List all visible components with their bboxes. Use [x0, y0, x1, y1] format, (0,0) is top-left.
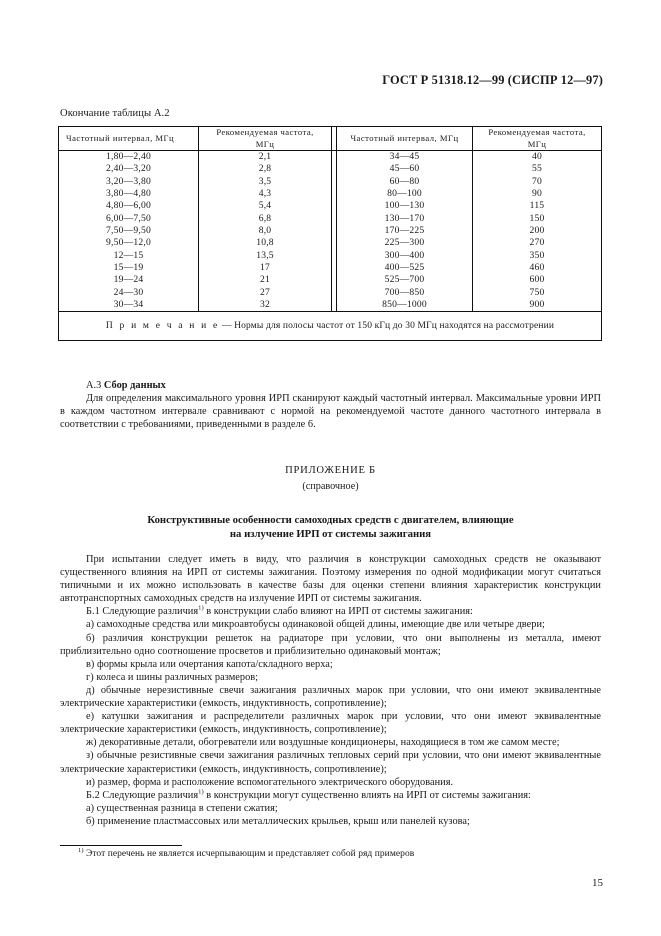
cell-left-intervals: [59, 151, 199, 312]
freq-interval-right-12: 850—1000: [382, 299, 427, 311]
footnote-separator-rule: [60, 845, 182, 846]
b1-intro: [60, 605, 601, 618]
page-number: 15: [592, 877, 603, 889]
recommended-freq-left-5: 6,8: [258, 212, 272, 224]
recommended-freq-left-10: 21: [260, 274, 270, 286]
column-header-recommended-freq-right: [473, 127, 602, 151]
b1-intro-post: в конструкции слабо влияют на ИРП от системы зажигания:: [203, 606, 473, 618]
column-header-freq-interval-left: Частотный интервал, МГц: [59, 127, 199, 151]
frequency-table-container: [58, 126, 601, 341]
freq-interval-right-2: 60—80: [389, 175, 420, 187]
b2-footnote-marker: 1): [198, 788, 204, 796]
appendix-title-line1: Конструктивные особенности самоходных средств с двигателем, влияющие: [147, 514, 514, 526]
recommended-freq-right-3: 90: [532, 188, 542, 200]
b2-item-1: б) применение пластмассовых или металлических крыльев, крыш или панелей кузова;: [86, 815, 470, 827]
recommended-freq-right-8: 350: [529, 249, 545, 261]
col4-header-line2: МГц: [527, 138, 547, 149]
freq-interval-right-7: 225—300: [384, 237, 425, 249]
freq-interval-right-11: 700—850: [384, 286, 425, 298]
recommended-freq-right-6: 200: [529, 225, 545, 237]
recommended-freq-right-9: 460: [529, 262, 545, 274]
appendix-intro-paragraph: При испытании следует иметь в виду, что различия в конструкции самоходных средств не оказывают существенного влияния на ИРП от системы зажигания. Поэтому измерения по одной модификации могут считаться типичными и их можно использовать в качестве базы для оценки степени влияния характеристик конструкции автотранспортных самоходных средств на излучение ИРП от системы зажигания.: [60, 554, 601, 605]
recommended-freq-left-0: 2,1: [258, 151, 272, 162]
recommended-freq-right-2: 70: [532, 175, 542, 187]
recommended-freq-left-3: 4,3: [258, 188, 272, 200]
section-a3-heading: [60, 379, 601, 392]
b2-item-list: [60, 802, 601, 828]
b1-item-list: [60, 618, 601, 788]
b2-item-0: а) существенная разница в степени сжатия;: [86, 802, 278, 814]
column-header-recommended-freq-left: [199, 127, 332, 151]
freq-interval-right-6: 170—225: [384, 225, 425, 237]
note-text: — Нормы для полосы частот от 150 кГц до 30 МГц находятся на рассмотрении: [219, 321, 555, 332]
b1-item-2: в) формы крыла или очертания капота/складного верха;: [86, 658, 333, 670]
recommended-freq-right-12: 900: [529, 299, 545, 311]
freq-interval-right-0: 34—45: [389, 151, 420, 162]
recommended-freq-left-8: 13,5: [256, 249, 274, 261]
frequency-table: [58, 126, 602, 341]
freq-interval-left-11: 24—30: [113, 286, 144, 298]
appendix-label: ПРИЛОЖЕНИЕ Б: [285, 465, 376, 476]
recommended-freq-left-1: 2,8: [258, 163, 272, 175]
freq-interval-left-7: 9,50—12,0: [106, 237, 151, 249]
appendix-title-line2: на излучение ИРП от системы зажигания: [229, 528, 432, 541]
freq-interval-left-10: 19—24: [113, 274, 144, 286]
footnote-text: Этот перечень не является исчерпывающим и представляет собой ряд примеров: [83, 849, 415, 859]
freq-interval-right-10: 525—700: [384, 274, 425, 286]
b1-item-7: з) обычные резистивные свечи зажигания различных тепловых серий при условии, что они имеют эквивалентные электрические характеристики (емкость, индуктивность, сопротивление);: [60, 750, 601, 775]
footnote-marker: 1): [78, 846, 84, 854]
freq-interval-right-8: 300—400: [384, 249, 425, 261]
b1-item-5: е) катушки зажигания и распределители различных марок при условии, что они имеют эквивалентные электрические характеристики (емкость, индуктивность, сопротивление);: [60, 711, 601, 736]
table-body-row: [59, 151, 602, 312]
recommended-freq-right-0: 40: [532, 151, 542, 162]
freq-interval-right-5: 130—170: [384, 212, 425, 224]
cell-left-recommended: [199, 151, 332, 312]
appendix-subtitle: (справочное): [302, 481, 359, 492]
b1-item-8: и) размер, форма и расположение вспомогательного электрического оборудования.: [86, 776, 454, 788]
recommended-freq-left-6: 8,0: [258, 225, 272, 237]
recommended-freq-right-1: 55: [532, 163, 542, 175]
cell-right-recommended: [473, 151, 602, 312]
recommended-freq-left-11: 27: [260, 286, 270, 298]
b1-footnote-marker: 1): [198, 604, 204, 612]
col2-header-line2: МГц: [255, 138, 275, 149]
freq-interval-left-8: 12—15: [113, 249, 144, 261]
appendix-title: [78, 513, 583, 542]
freq-interval-right-9: 400—525: [384, 262, 425, 274]
b1-intro-pre: Б.1 Следующие различия: [86, 606, 199, 618]
b1-item-1: б) различия конструкции решеток на радиаторе при условии, что они выполнены из металла, имеют приблизительно одно соотношение просветов и приблизительно одинаковый монтаж;: [60, 632, 601, 657]
b1-item-4: д) обычные нерезистивные свечи зажигания различных марок при условии, что они имеют эквивалентные электрические характеристики (емкость, индуктивность, сопротивление);: [60, 684, 601, 710]
recommended-freq-right-7: 270: [529, 237, 545, 249]
freq-interval-left-3: 3,80—4,80: [106, 188, 151, 200]
document-header-standard-ref: ГОСТ Р 51318.12—99 (СИСПР 12—97): [382, 73, 603, 87]
cell-right-intervals: [337, 151, 473, 312]
freq-interval-right-1: 45—60: [389, 163, 420, 175]
col4-header-line1: Рекомендуемая частота,: [488, 127, 586, 137]
section-a3-number: А.3: [86, 380, 104, 391]
table-note-row: [59, 312, 602, 341]
b1-item-3: г) колеса и шины различных размеров;: [86, 671, 259, 683]
freq-interval-left-4: 4,80—6,00: [106, 200, 151, 212]
note-label: П р и м е ч а н и е: [105, 321, 220, 332]
b1-item-0: а) самоходные средства или микроавтобусы одинаковой общей длины, имеющие две или четыре двери;: [86, 619, 545, 631]
freq-interval-left-0: 1,80—2,40: [106, 151, 151, 162]
col2-header-line1: Рекомендуемая частота,: [216, 127, 314, 137]
recommended-freq-left-2: 3,5: [258, 175, 272, 187]
b2-intro: [60, 789, 601, 802]
recommended-freq-right-11: 750: [529, 286, 545, 298]
b2-intro-pre: Б.2 Следующие различия: [86, 789, 199, 801]
recommended-freq-left-4: 5,4: [258, 200, 272, 212]
freq-interval-left-12: 30—34: [113, 299, 144, 311]
recommended-freq-left-9: 17: [260, 262, 270, 274]
freq-interval-right-3: 80—100: [387, 188, 422, 200]
section-a3: [60, 379, 601, 431]
table-caption: Окончание таблицы А.2: [60, 108, 170, 119]
recommended-freq-left-7: 10,8: [256, 237, 274, 249]
section-a3-title: Сбор данных: [103, 380, 166, 391]
recommended-freq-right-10: 600: [529, 274, 545, 286]
table-note-cell: [59, 312, 602, 341]
b2-intro-post: в конструкции могут существенно влиять на ИРП от системы зажигания:: [203, 789, 531, 801]
column-header-freq-interval-right: Частотный интервал, МГц: [337, 127, 473, 151]
b1-item-6: ж) декоративные детали, обогреватели или воздушные кондиционеры, находящиеся в том же самом месте;: [86, 737, 560, 749]
recommended-freq-right-5: 150: [529, 212, 545, 224]
appendix-body: [60, 553, 601, 828]
section-a3-paragraph: Для определения максимального уровня ИРП сканируют каждый частотный интервал. Максимальные уровни ИРП в каждом частотном интервале сравнивают с нормой на рекомендуемой частоте данного частотного интервала в соответствии с требованиями, приведенными в разделе 6.: [60, 393, 601, 431]
freq-interval-left-2: 3,20—3,80: [106, 175, 151, 187]
freq-interval-right-4: 100—130: [384, 200, 425, 212]
recommended-freq-left-12: 32: [260, 299, 270, 311]
table-header-row: [59, 127, 602, 151]
footnote: [78, 848, 598, 860]
freq-interval-left-5: 6,00—7,50: [106, 212, 151, 224]
recommended-freq-right-4: 115: [529, 200, 545, 212]
freq-interval-left-6: 7,50—9,50: [106, 225, 151, 237]
freq-interval-left-9: 15—19: [113, 262, 144, 274]
freq-interval-left-1: 2,40—3,20: [106, 163, 151, 175]
